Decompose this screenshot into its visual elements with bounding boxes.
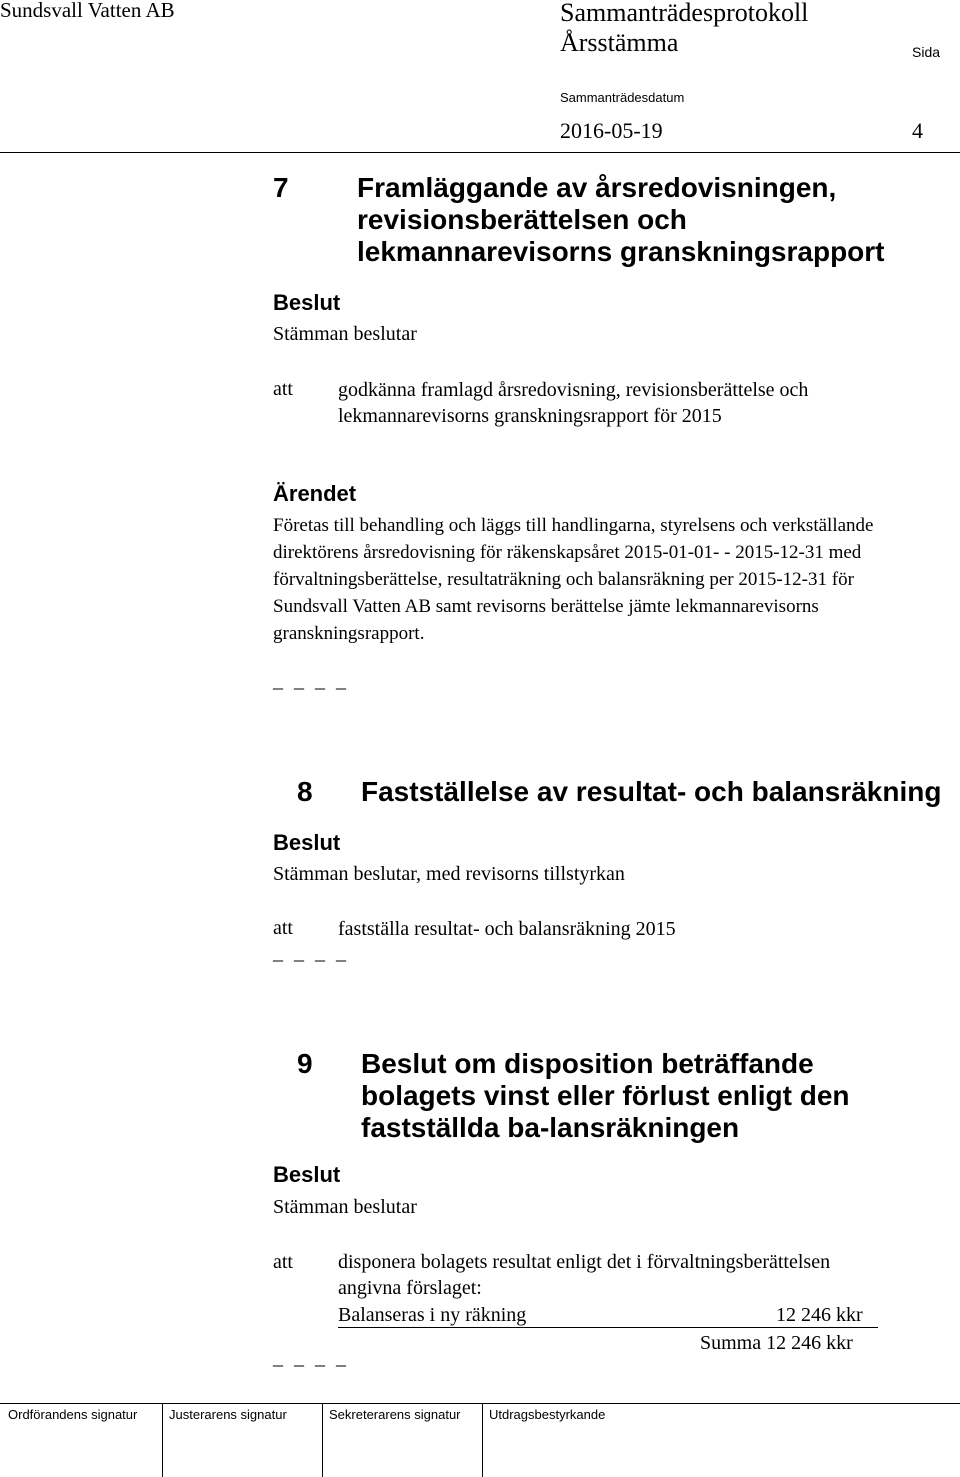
organization-name: Sundsvall Vatten AB — [0, 0, 175, 22]
balance-underline — [338, 1327, 878, 1328]
section-8-separator: _ _ _ _ — [273, 942, 349, 964]
footer-column-divider — [162, 1403, 163, 1477]
section-9-decision-item-line2: angivna förslaget: — [338, 1277, 482, 1299]
section-7-title: Framläggande av årsredovisningen, revisionsberättelsen och lekmannarevisorns granskningsrapport — [357, 172, 885, 267]
section-7-decision-heading: Beslut — [273, 290, 341, 315]
section-8-decision-heading: Beslut — [273, 830, 341, 855]
footer-column-divider — [322, 1403, 323, 1477]
footer-secretary-signature-label: Sekreterarens signatur — [329, 1407, 461, 1422]
balance-label: Balanseras i ny räkning — [338, 1304, 527, 1326]
footer-divider — [0, 1403, 960, 1404]
section-8-decision-intro: Stämman beslutar, med revisorns tillstyrkan — [273, 863, 625, 885]
footer-chair-signature-label: Ordförandens signatur — [8, 1407, 138, 1422]
section-9-number: 9 — [297, 1048, 313, 1079]
section-9-decision-item-line1: disponera bolagets resultat enligt det i förvaltningsberättelsen — [338, 1251, 831, 1273]
page-number: 4 — [912, 118, 923, 143]
header-divider — [0, 152, 960, 153]
section-7-separator: _ _ _ _ — [273, 670, 349, 692]
section-9-att-label: att — [273, 1251, 293, 1273]
section-9-decision-intro: Stämman beslutar — [273, 1196, 417, 1218]
section-7-decision-item: godkänna framlagd årsredovisning, revisionsberättelse och lekmannarevisorns granskningsrapport för 2015 — [338, 379, 809, 427]
meeting-date-label: Sammanträdesdatum — [560, 90, 685, 105]
section-8-decision-item: fastställa resultat- och balansräkning 2015 — [338, 918, 676, 940]
section-9-separator: _ _ _ _ — [273, 1347, 349, 1369]
document-title: Sammanträdesprotokoll — [560, 0, 809, 27]
section-7-number: 7 — [273, 172, 289, 203]
footer-column-divider — [482, 1403, 483, 1477]
section-7-matter-heading: Ärendet — [273, 481, 357, 506]
balance-value: 12 246 kkr — [776, 1304, 863, 1326]
section-8-att-label: att — [273, 917, 293, 939]
section-8-title: Fastställelse av resultat- och balansräkning — [361, 776, 942, 807]
footer-certification-label: Utdragsbestyrkande — [489, 1407, 606, 1422]
section-8-number: 8 — [297, 776, 313, 807]
sum-line: Summa 12 246 kkr — [700, 1332, 853, 1354]
footer-adjuster-signature-label: Justerarens signatur — [169, 1407, 287, 1422]
section-9-title: Beslut om disposition beträffande bolagets vinst eller förlust enligt den fastställda ba-lansräkningen — [361, 1048, 850, 1143]
section-9-decision-heading: Beslut — [273, 1162, 341, 1187]
document-subtitle: Årsstämma — [560, 28, 679, 57]
section-7-decision-intro: Stämman beslutar — [273, 323, 417, 345]
meeting-date: 2016-05-19 — [560, 118, 663, 143]
page-label: Sida — [912, 44, 941, 60]
section-7-att-label: att — [273, 378, 293, 400]
section-7-matter-text: Företas till behandling och läggs till handlingarna, styrelsens och verkställande direktörens årsredovisning för räkenskapsåret 2015-01-01- - 2015-12-31 med förvaltningsberättelse, resultaträkning och balansräkning per 2015-12-31 för Sundsvall Vatten AB samt revisorns berättelse jämte lekmannarevisorns granskningsrapport. — [273, 515, 874, 644]
